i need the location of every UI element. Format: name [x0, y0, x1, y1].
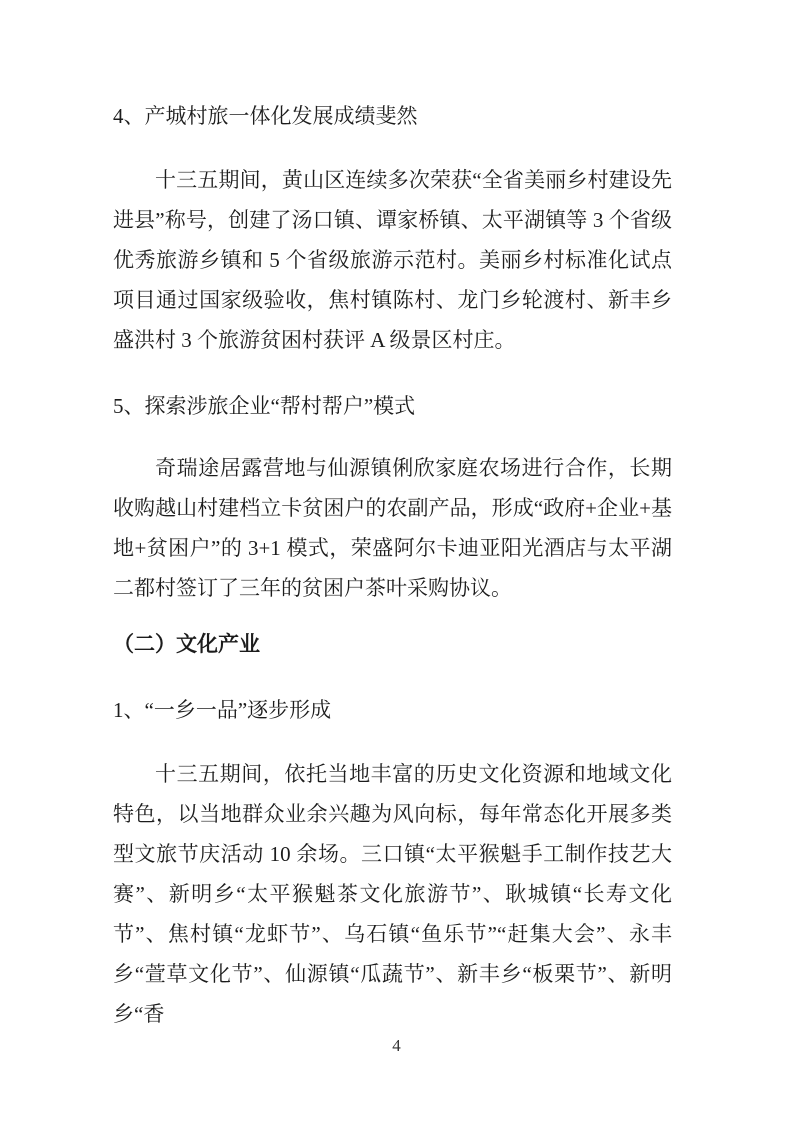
heading-4-industry-city-village-tourism: 4、产城村旅一体化发展成绩斐然 — [113, 104, 418, 128]
page-number: 4 — [392, 1036, 401, 1055]
section-heading-culture-industry: （二）文化产业 — [113, 632, 260, 656]
paragraph-enterprise-cooperation: 奇瑞途居露营地与仙源镇俐欣家庭农场进行合作，长期收购越山村建档立卡贫困户的农副产品，形成“政府+企业+基地+贫困户”的 3+1 模式，荣盛阿尔卡迪亚阳光酒店与太平湖二都村签订了三年的贫困户茶叶采购协议。 — [113, 456, 672, 600]
paragraph-beautiful-village-awards: 十三五期间，黄山区连续多次荣获“全省美丽乡村建设先进县”称号，创建了汤口镇、谭家桥镇、太平湖镇等 3 个省级优秀旅游乡镇和 5 个省级旅游示范村。美丽乡村标准化试点项目通过国家级验收，焦村镇陈村、龙门乡轮渡村、新丰乡盛洪村 3 个旅游贫困村获评 A 级景区村庄。 — [113, 168, 672, 352]
heading-1-one-town-one-product: 1、“一乡一品”逐步形成 — [113, 698, 332, 722]
paragraph-festival-activities: 十三五期间，依托当地丰富的历史文化资源和地域文化特色，以当地群众业余兴趣为风向标，每年常态化开展多类型文旅节庆活动 10 余场。三口镇“太平猴魁手工制作技艺大赛”、新明乡“太平猴魁茶文化旅游节”、耿城镇“长寿文化节”、焦村镇“龙虾节”、乌石镇“鱼乐节”“赶集大会”、永丰乡“萱草文化节”、仙源镇“瓜蔬节”、新丰乡“板栗节”、新明乡“香 — [113, 762, 672, 1026]
heading-5-help-village-help-household: 5、探索涉旅企业“帮村帮户”模式 — [113, 394, 416, 418]
